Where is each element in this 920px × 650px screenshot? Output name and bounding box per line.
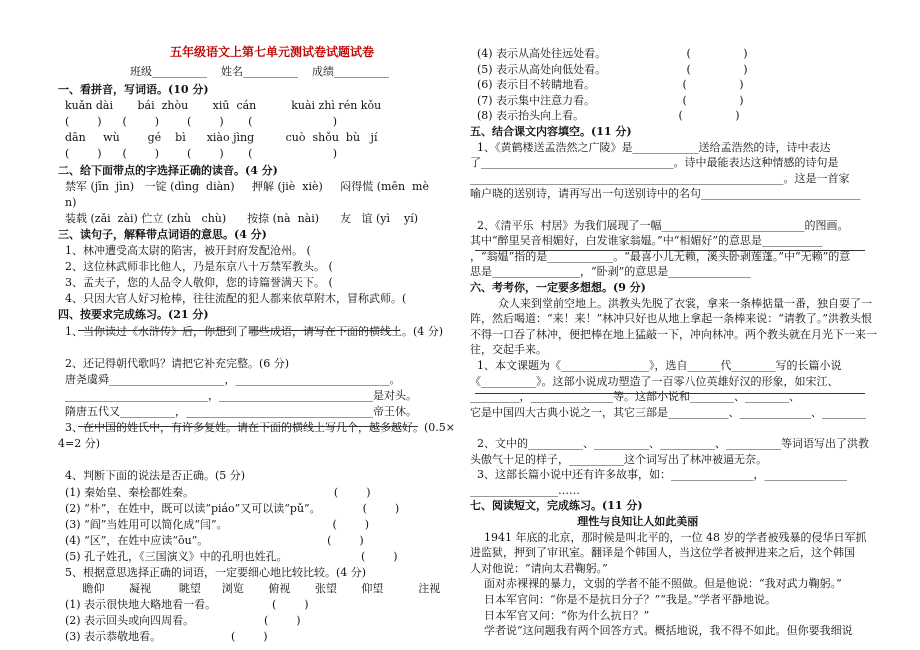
text-line: ________________…… <box>470 483 580 497</box>
text-line: 3、孟夫子，您的人品令人敬仰，您的诗篇誉满天下。 ( <box>58 276 333 290</box>
text-line: 面对赤裸裸的暴力，文弱的学者不能不照做。但是他说：“我对武力鞠躬。” <box>470 577 842 591</box>
student-info: 班级__________ 姓名__________ 成绩__________ <box>130 65 389 78</box>
text-line: 禁军 (jīn jìn) 一锭 (dìng diàn) 押解 (jiè xiè) 闷得慌 (mēn mè <box>58 179 429 193</box>
text-line: 隋唐五代又__________，__________________________________帝王休。 <box>58 405 417 418</box>
text-line: (1) 表示很快地大略地看一看。 ( ) <box>58 598 309 612</box>
text-line: 1、当你读过《水浒传》后，你想到了哪些成语，请写在下面的横线上。(4 分) <box>58 324 444 338</box>
text-line: 2、《清平乐 村居》为我们展现了一幅__________________________的图画。 <box>470 218 849 232</box>
text-line: (8) 表示抬头向上看。 ( ) <box>470 109 740 123</box>
text-line: 《__________》。这部小说成功塑造了一百零八位英雄好汉的形象，如宋江、 <box>470 374 839 388</box>
answer-line[interactable] <box>78 426 418 427</box>
text-line: 人对他说：“请向太君鞠躬。” <box>470 561 608 575</box>
text-line: n) <box>58 195 77 209</box>
text-line: ( ) ( ) ( ) ( ) <box>58 115 338 129</box>
text-line: 4、判断下面的说法是否正确。(5 分) <box>58 469 246 483</box>
answer-line[interactable] <box>250 330 400 331</box>
text-line: 头傲气十足的样子，__________这个词写出了林冲被逼无奈。 <box>470 452 767 466</box>
section-heading: 七、阅读短文，完成练习。(11 分) <box>470 499 643 513</box>
text-line: kuǎn dài bái zhòu xiū cán kuài zhì rén kǒu <box>58 99 382 113</box>
text-line: 4、只因大官人好习枪棒，往往流配的犯人都来依草附木，冒称武师。( <box>58 292 407 306</box>
text-line: (5) 表示从高处向低处看。 ( ) <box>470 62 748 76</box>
text-line: 它是中国四大古典小说之一，其它三部是___________、_____________、________ <box>470 405 866 419</box>
section-heading: 五、结合课文内容填空。(11 分) <box>470 125 632 138</box>
text-line: (5) 孔子姓孔，《三国演义》中的孔明也姓孔。 ( ) <box>58 549 398 563</box>
text-line: 其中“醉里吴音相媚好，白发谁家翁媪。”中“相媚好”的意思是___________ <box>470 234 823 248</box>
section-heading: 二、给下面带点的字选择正确的读音。(4 分) <box>58 163 278 177</box>
text-line: 4=2 分) <box>58 437 101 451</box>
section-heading: 理性与良知让人如此美丽 <box>470 515 699 528</box>
text-line: 了___________________________________。诗中最能表达这种情感的诗句是 <box>470 156 839 170</box>
text-line: ( ) ( ) ( ) ( ) <box>58 147 338 161</box>
text-line: 2、这位林武师非比他人，乃是东京八十万禁军教头。 ( <box>58 260 333 274</box>
answer-line[interactable] <box>475 393 865 394</box>
page-title: 五年级语文上第七单元测试卷试题试卷 <box>170 45 375 59</box>
text-line: (2) “朴”，在姓中，既可以读“piáo”又可以读“pǔ”。 ( ) <box>58 501 400 515</box>
answer-line[interactable] <box>78 330 228 331</box>
text-line: 日本军官又问：“你为什么抗日？” <box>470 608 650 622</box>
text-line: dān wù gé bì xiào jìng cuò shǒu bù jí <box>58 131 378 145</box>
text-line: 5、根据意思选择正确的词语，一定要细心地比较比较。(4 分) <box>58 566 367 579</box>
text-line: 思是________________，“卧剥”的意思是_______________ <box>470 265 751 279</box>
text-line: 装载 (zǎi zài) 伫立 (zhù chù) 按捺 (nà nài) 友 谊 (yì yí) <box>58 211 419 225</box>
answer-line[interactable] <box>475 250 865 251</box>
text-line: 往，交起手来。 <box>470 343 547 357</box>
text-line: 3、在中国的姓氏中，有许多复姓。请在下面的横线上写几个，越多越好。(0.5× <box>58 421 455 435</box>
section-heading: 一、看拼音，写词语。(10 分) <box>58 83 209 96</box>
text-line: (2) 表示回头或向四周看。 ( ) <box>58 614 301 628</box>
text-line: 众人来到堂前空地上。洪教头先脱了衣裳，拿来一条棒掂量一番，独自耍了一 <box>470 296 872 310</box>
text-line: 学者说“这问题我有两个回答方式。概括地说，我不得不如此。但你要我细说 <box>470 624 853 638</box>
section-heading: 四、按要求完成练习。(21 分) <box>58 308 209 322</box>
text-line: 1、本文课题为《________________》，选自______代________写的长篇小说 <box>470 359 842 372</box>
text-line: _________，_______________等。这部小说和________、________、 <box>470 390 800 404</box>
text-line: 3、这部长篇小说中还有许多故事，如：_______________，_______________ <box>470 468 847 482</box>
text-line: (3) “阎”当姓用可以简化成“闫”。 ( ) <box>58 517 370 531</box>
text-line: (1) 秦始皇、秦桧都姓秦。 ( ) <box>58 485 371 499</box>
text-line: 2、文中的__________、__________、__________、__________等词语写出了洪教 <box>470 437 869 450</box>
text-line: 唐尧虞舜_____________________，____________________________。 <box>58 372 401 386</box>
text-line: 1、《黄鹤楼送孟浩然之广陵》是____________送给孟浩然的诗，诗中表达 <box>470 140 831 154</box>
text-line: ，“翁媪”指的是____________。“最喜小儿无赖，溪头卧剥莲蓬。”中“无赖”的意 <box>470 249 851 263</box>
text-line: (4) 表示从高处往远处看。 ( ) <box>470 47 748 60</box>
section-heading: 六、考考你，一定要多想想。(9 分) <box>470 281 646 294</box>
text-line: 进监狱，押到了审讯室。翻译是个韩国人，当这位学者被押进来之后，这个韩国 <box>470 546 855 560</box>
text-line: 日本军官问：“你是不是抗日分子？”“我是。”学者平静地说。 <box>470 593 776 606</box>
text-line: 1、林冲遭受高太尉的陷害，被开封府发配沧州。 ( <box>58 244 311 257</box>
text-line: (7) 表示集中注意力看。 ( ) <box>470 93 744 107</box>
text-line: 1941 年底的北京，那时候是叫北平的，一位 48 岁的学者被残暴的侵华日军抓 <box>470 530 867 544</box>
text-line: __________________________，____________________________是对头。 <box>58 388 417 402</box>
text-line: (3) 表示恭敬地看。 ( ) <box>58 630 268 644</box>
text-line: 瞻仰 凝视 眺望 浏览 俯视 张望 仰望 注视 <box>58 582 441 596</box>
section-heading: 三、读句子，解释带点词语的意思。(4 分) <box>58 227 267 241</box>
text-line: _________________________________________________________。这是一首家 <box>470 171 850 185</box>
text-line: (6) 表示目不转睛地看。 ( ) <box>470 78 744 92</box>
text-line: 阵，然后喝道：“来！来！”林冲只好也从地上拿起一条棒来说：“请教了。”洪教头恨 <box>470 312 872 326</box>
text-line: 2、还记得朝代歌吗？请把它补充完整。(6 分) <box>58 356 290 370</box>
text-line: 喻户晓的送别诗，请再写出一句送别诗中的名句_____________________________ <box>470 187 861 201</box>
text-line: (4) “区”，在姓中应读“ōu”。 ( ) <box>58 533 364 547</box>
text-line: 不得一口吞了林冲，便把棒在地上猛敲一下，冲向林冲。两个教头就在月光下一来一 <box>470 327 877 341</box>
